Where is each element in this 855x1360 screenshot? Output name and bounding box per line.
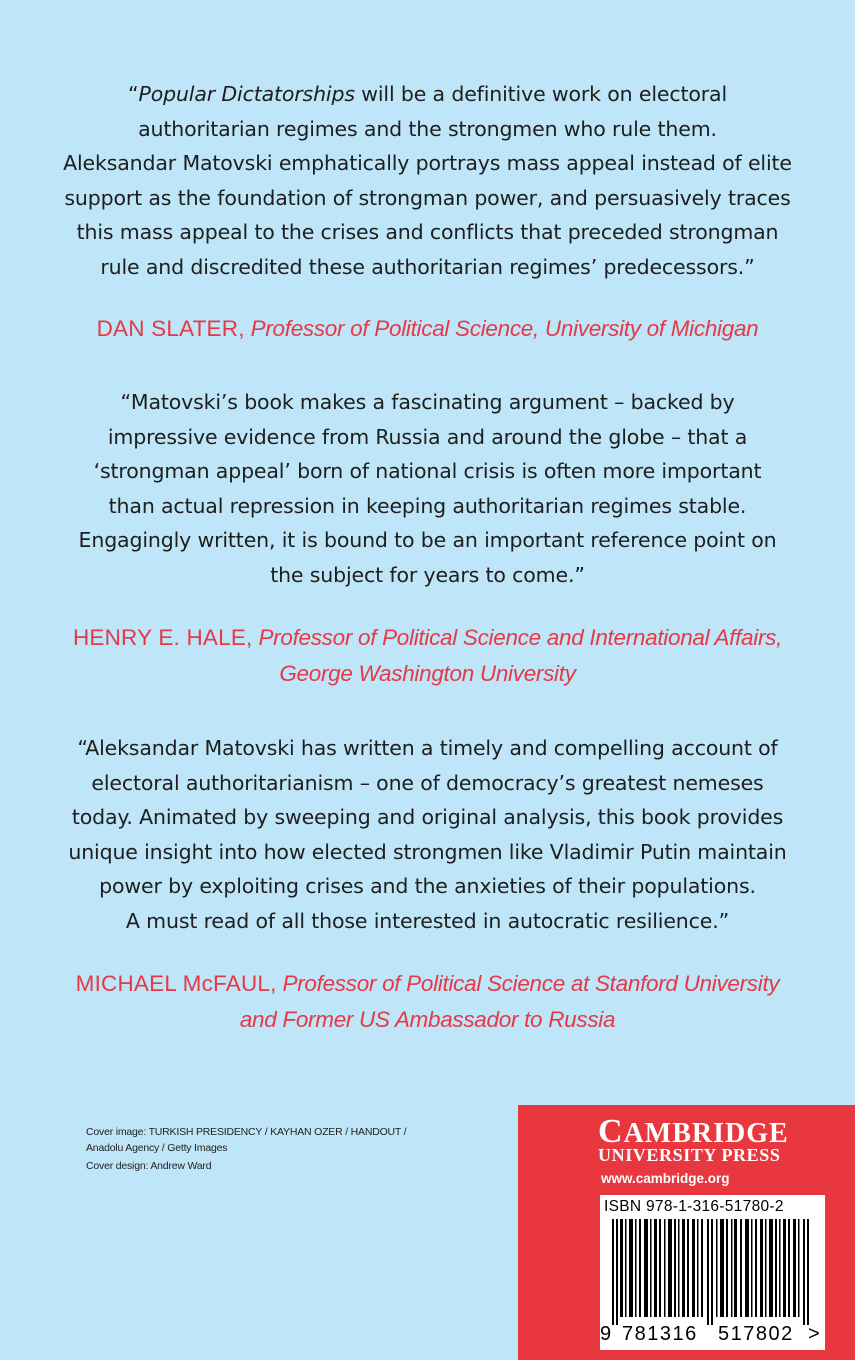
quote-line: A must read of all those interested in autocratic resilience.” bbox=[125, 908, 730, 933]
publisher-url: www.cambridge.org bbox=[601, 1171, 730, 1186]
quote-line: support as the foundation of strongman power, and persuasively traces bbox=[64, 185, 791, 210]
quote-line: “Popular Dictatorships will be a definitive work on electoral bbox=[128, 82, 727, 106]
quote-line: the subject for years to come.” bbox=[270, 562, 585, 587]
attribution-1 bbox=[40, 311, 815, 347]
quote-line: this mass appeal to the crises and conflicts that preceded strongman bbox=[76, 220, 779, 245]
publisher-subtitle: UNIVERSITY PRESS bbox=[598, 1145, 781, 1165]
quote-line: power by exploiting crises and the anxieties of their populations. bbox=[99, 874, 756, 899]
endorser-title: Professor of Political Science and International Affairs, bbox=[258, 625, 783, 650]
barcode: ISBN 978-1-316-51780-2 9 781316 517802 > bbox=[600, 1195, 825, 1350]
endorser-title: Professor of Political Science at Stanford University bbox=[282, 971, 780, 996]
endorser-title: George Washington University bbox=[279, 661, 576, 686]
barcode-icon bbox=[600, 1219, 825, 1325]
attribution-2 bbox=[40, 620, 815, 692]
quote-line: impressive evidence from Russia and around the globe – that a bbox=[107, 424, 748, 449]
quote-line: ‘strongman appeal’ born of national crisis is often more important bbox=[93, 459, 762, 484]
isbn-label: ISBN 978-1-316-51780-2 bbox=[604, 1198, 784, 1215]
attribution-3 bbox=[40, 966, 815, 1038]
cover-design-credit: Cover design: Andrew Ward bbox=[86, 1160, 212, 1172]
publisher-panel bbox=[518, 1105, 855, 1360]
endorser-name: DAN SLATER, bbox=[96, 316, 245, 341]
endorser-name: HENRY E. HALE, bbox=[72, 625, 253, 650]
quote-line: than actual repression in keeping authoritarian regimes stable. bbox=[108, 493, 747, 518]
quote-line: unique insight into how elected strongmen like Vladimir Putin maintain bbox=[68, 839, 787, 864]
quote-line: authoritarian regimes and the strongmen who rule them. bbox=[138, 116, 717, 141]
quote-line: Engagingly written, it is bound to be an important reference point on bbox=[78, 528, 777, 553]
book-title: Popular Dictatorships bbox=[138, 82, 355, 106]
quote-1 bbox=[60, 77, 795, 285]
cover-image-credit: Anadolu Agency / Getty Images bbox=[86, 1142, 228, 1154]
quote-line: electoral authoritarianism – one of democracy’s greatest nemeses bbox=[91, 770, 764, 795]
quote-line: “Matovski’s book makes a fascinating argument – backed by bbox=[120, 390, 735, 414]
publisher-logo: CAMBRIDGE bbox=[598, 1113, 789, 1150]
endorser-name: MICHAEL McFAUL, bbox=[75, 971, 277, 996]
endorser-title: and Former US Ambassador to Russia bbox=[239, 1007, 616, 1032]
quote-line: Aleksandar Matovski emphatically portrays mass appeal instead of elite bbox=[63, 151, 792, 176]
quote-2 bbox=[60, 385, 795, 593]
quote-line: today. Animated by sweeping and original analysis, this book provides bbox=[71, 805, 784, 830]
quote-line: rule and discredited these authoritarian regimes’ predecessors.” bbox=[100, 254, 755, 279]
endorser-title: Professor of Political Science, University of Michigan bbox=[250, 316, 759, 341]
quote-line: “Aleksandar Matovski has written a timely and compelling account of bbox=[77, 736, 778, 760]
cover-image-credit: Cover image: TURKISH PRESIDENCY / KAYHAN OZER / HANDOUT / bbox=[86, 1126, 407, 1138]
cover-credits bbox=[86, 1124, 406, 1174]
quote-3 bbox=[60, 731, 795, 939]
